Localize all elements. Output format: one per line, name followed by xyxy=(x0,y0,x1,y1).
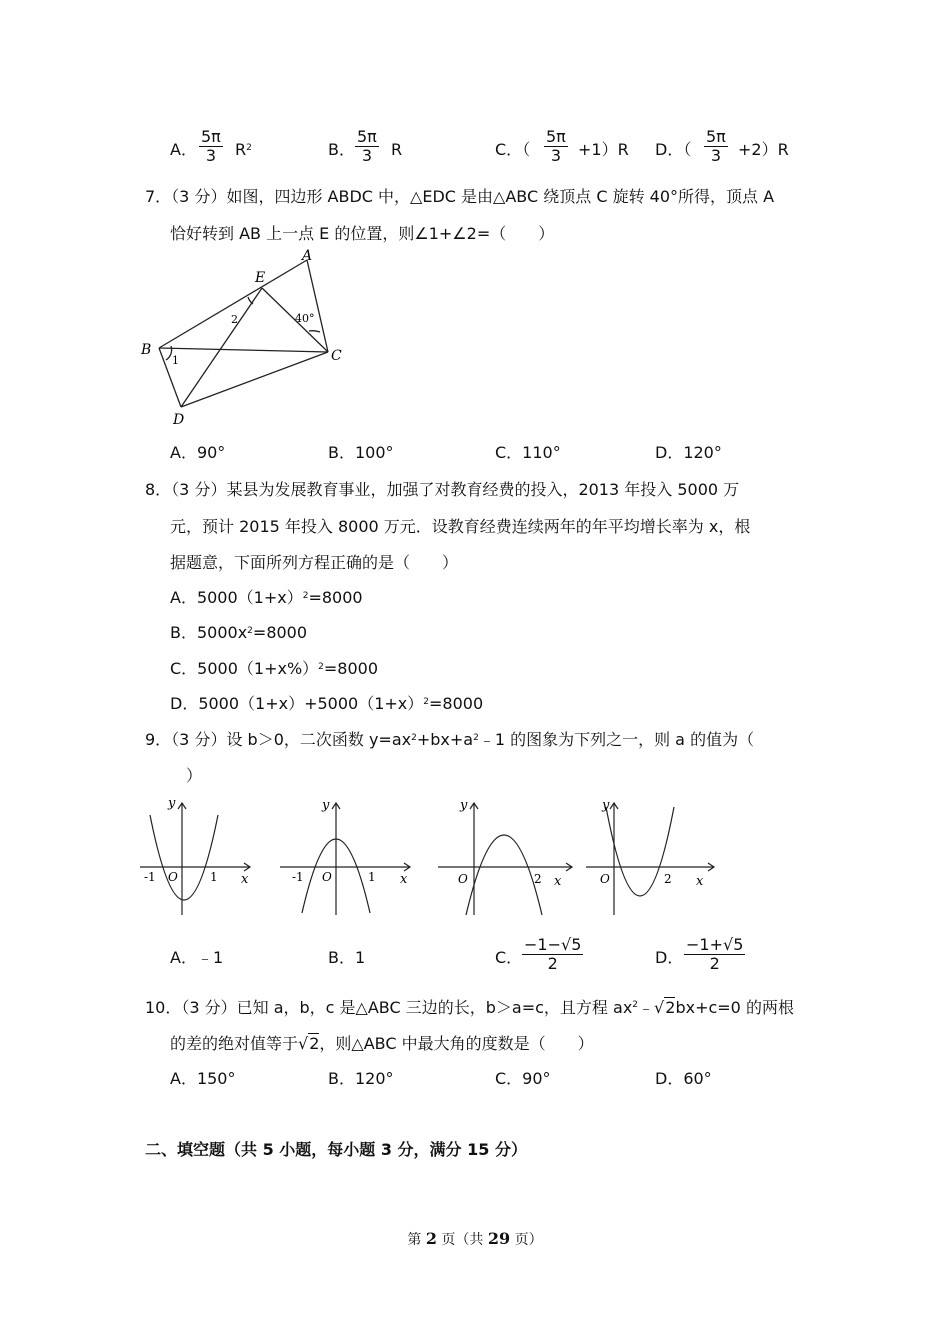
line-de xyxy=(181,288,262,407)
q6-a-tail: $R^2$ xyxy=(235,140,252,159)
q6-b-tail: R xyxy=(391,140,403,159)
q9-graph-a xyxy=(138,795,258,920)
q9-option-d[interactable]: D． xyxy=(655,948,684,967)
q6-c-fraction: $\frac{5\pi}{3}$ xyxy=(546,127,566,165)
q8-option-d[interactable]: D．$5000(1+x)+5000(1+x)^2=8000$ xyxy=(170,694,484,713)
q8-stem-line3: 据题意，下面所列方程正确的是（ ） xyxy=(170,553,459,572)
angle-40-arc xyxy=(309,331,320,332)
svg-text:x: x xyxy=(241,872,249,887)
q10-option-a[interactable]: A．150° xyxy=(170,1069,236,1088)
svg-text:y: y xyxy=(602,798,610,813)
q6-option-a[interactable]: A． xyxy=(170,140,197,159)
q6-b-fraction: $\frac{5\pi}{3}$ xyxy=(357,127,377,165)
label-b: B xyxy=(141,342,152,358)
svg-text:1: 1 xyxy=(368,870,376,884)
q8-stem-line2: 元，预计 2015 年投入 8000 万元．设教育经费连续两年的年平均增长率为 x，根 xyxy=(170,517,751,536)
q6-option-d[interactable]: D．（ xyxy=(655,140,692,159)
svg-text:1: 1 xyxy=(210,870,218,884)
q9-graph-d xyxy=(584,795,724,920)
svg-text:O: O xyxy=(600,872,610,886)
q6-d-tail: +2）R xyxy=(738,140,789,159)
label-e: E xyxy=(255,270,266,286)
line-ac xyxy=(307,260,328,352)
q9-stem-line2: ） xyxy=(186,766,203,785)
q6-c-tail: +1）R xyxy=(578,140,629,159)
q10-option-b[interactable]: B．120° xyxy=(328,1069,394,1088)
line-ba xyxy=(159,260,307,348)
q7-stem-line1: 7．（3 分）如图，四边形 ABDC 中，△EDC 是由△ABC 绕顶点 C 旋转 40°所得，顶点 A xyxy=(145,187,775,206)
q9-c-fraction: $\frac{-1-√5}{2}$ xyxy=(524,935,582,973)
q9-graph-b xyxy=(278,795,408,920)
q7-quadrilateral-figure xyxy=(135,248,355,428)
svg-text:O: O xyxy=(322,870,332,884)
q9-option-a[interactable]: A．﹣1 xyxy=(170,948,224,967)
label-angle-40: 40° xyxy=(295,312,315,325)
label-c: C xyxy=(331,348,342,364)
svg-text:O: O xyxy=(458,872,468,886)
q8-stem-line1: 8．（3 分）某县为发展教育事业，加强了对教育经费的投入，2013 年投入 5000 万 xyxy=(145,480,740,499)
svg-text:y: y xyxy=(322,798,330,813)
svg-text:-1: -1 xyxy=(292,870,304,884)
svg-text:x: x xyxy=(696,874,704,889)
svg-text:-1: -1 xyxy=(144,870,156,884)
page-footer: 第 2 页（共 29 页） xyxy=(407,1229,543,1248)
label-d: D xyxy=(173,412,185,428)
label-a: A xyxy=(302,248,313,264)
q6-a-fraction: $\frac{5\pi}{3}$ xyxy=(201,127,221,165)
q6-option-b[interactable]: B． xyxy=(328,140,355,159)
page-total: 29 xyxy=(487,1229,511,1248)
q9-graph-c xyxy=(436,795,576,920)
svg-text:O: O xyxy=(168,870,178,884)
svg-text:x: x xyxy=(400,872,408,887)
q7-option-d[interactable]: D．120° xyxy=(655,443,722,462)
q10-stem-line2: 的差的绝对值等于√2，则△ABC 中最大角的度数是（ ） xyxy=(170,1034,594,1053)
q10-option-d[interactable]: D．60° xyxy=(655,1069,712,1088)
q10-stem-line1: 10．（3 分）已知 a，b，c 是△ABC 三边的长，b＞a=c，且方程 $ax^2﹣√2bx+c=0$ 的两根 xyxy=(145,998,794,1017)
label-angle-1: 1 xyxy=(172,354,179,367)
line-dc xyxy=(181,352,328,407)
q9-d-fraction: $\frac{-1+√5}{2}$ xyxy=(686,935,744,973)
svg-text:x: x xyxy=(554,874,562,889)
line-bc xyxy=(159,348,328,352)
section-heading-fill-in: 二、填空题（共 5 小题，每小题 3 分，满分 15 分） xyxy=(145,1140,527,1159)
q8-option-b[interactable]: B．$5000x^2=8000$ xyxy=(170,623,308,642)
q7-stem-line2: 恰好转到 AB 上一点 E 的位置，则∠1+∠2=（ ） xyxy=(170,224,555,243)
svg-text:2: 2 xyxy=(534,872,542,886)
q7-option-c[interactable]: C．110° xyxy=(495,443,561,462)
svg-text:y: y xyxy=(460,798,468,813)
q6-option-c[interactable]: C．（ xyxy=(495,140,531,159)
q6-d-fraction: $\frac{5\pi}{3}$ xyxy=(706,127,726,165)
svg-text:2: 2 xyxy=(664,872,672,886)
page-number: 2 xyxy=(425,1229,437,1248)
q8-option-c[interactable]: C．$5000(1+x\%)^2=8000$ xyxy=(170,659,379,678)
q9-stem-line1: 9．（3 分）设 b＞0，二次函数 $y=ax^2+bx+a^2﹣1$ 的图象为下列之一，则 a 的值为（ xyxy=(145,730,755,749)
svg-text:y: y xyxy=(168,796,176,811)
angle-2-arc xyxy=(248,297,253,304)
q7-option-b[interactable]: B．100° xyxy=(328,443,394,462)
q9-option-c[interactable]: C． xyxy=(495,948,523,967)
q10-option-c[interactable]: C．90° xyxy=(495,1069,551,1088)
q8-option-a[interactable]: A．$5000(1+x)^2=8000$ xyxy=(170,588,363,607)
q9-option-b[interactable]: B．1 xyxy=(328,948,366,967)
q7-option-a[interactable]: A．90° xyxy=(170,443,226,462)
label-angle-2: 2 xyxy=(231,313,238,326)
